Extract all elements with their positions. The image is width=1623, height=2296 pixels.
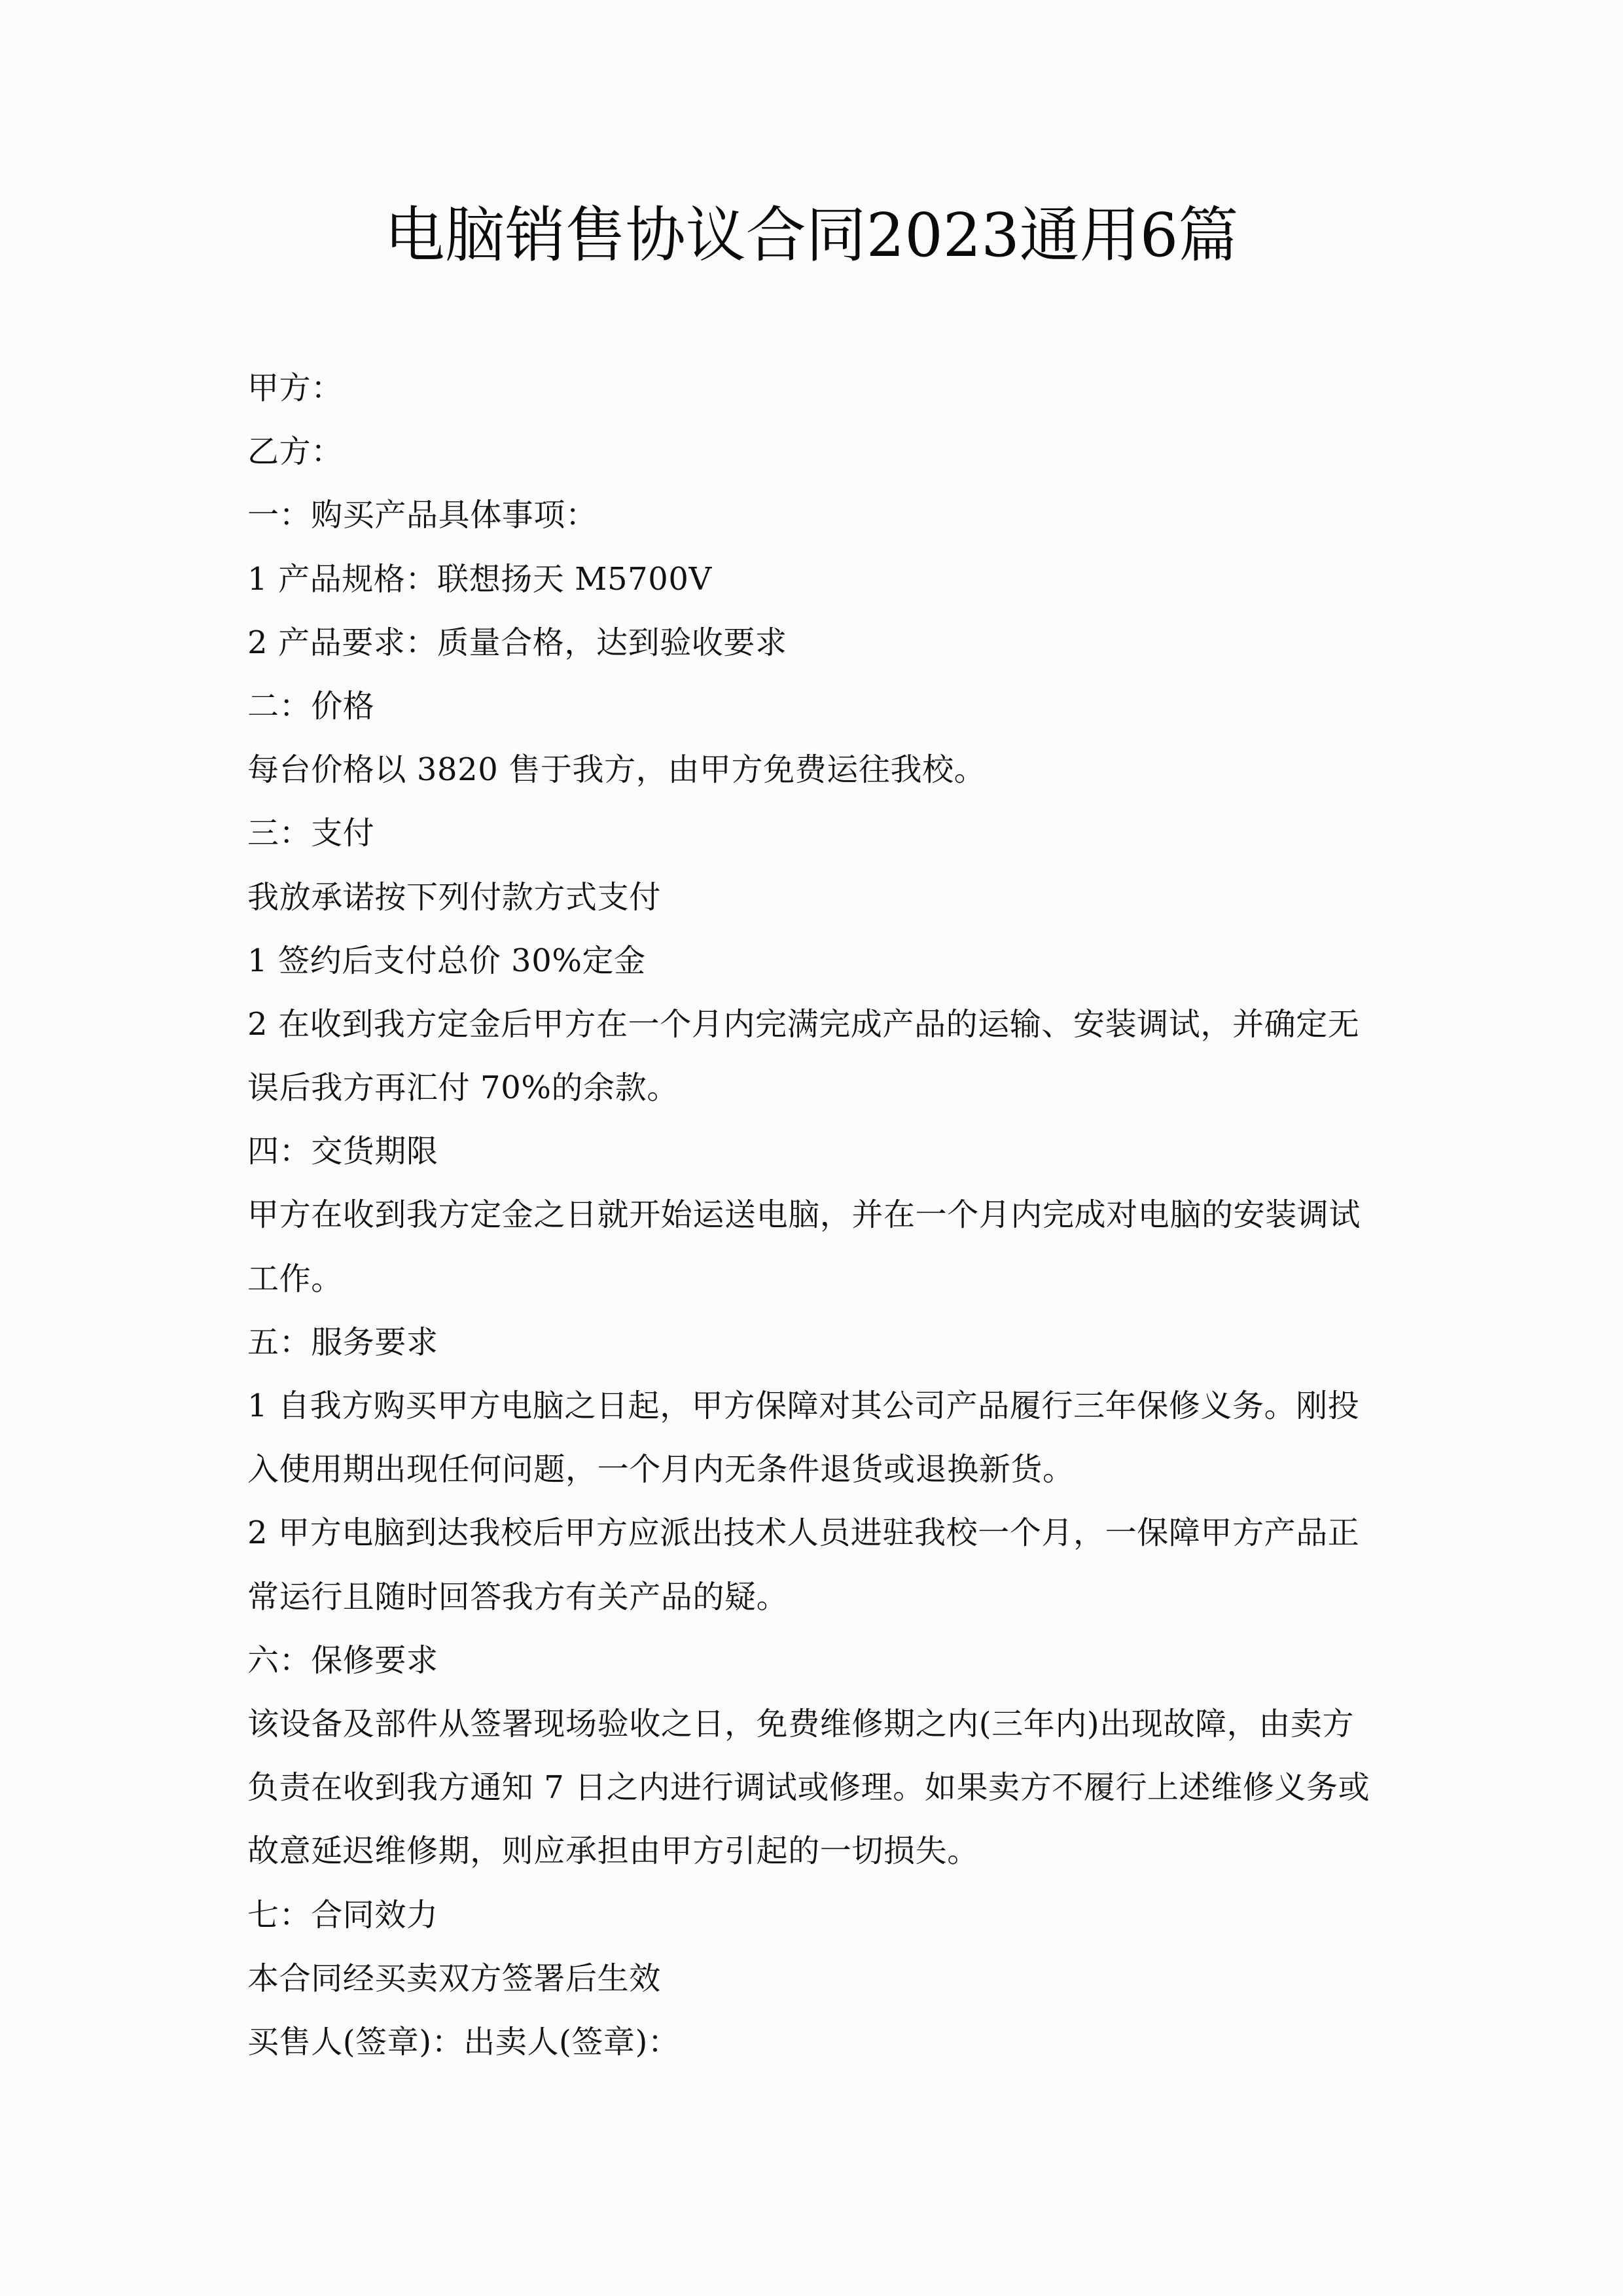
validity-paragraph: 本合同经买卖双方签署后生效 (247, 1960, 661, 1997)
party-a-label: 甲方： (247, 370, 343, 406)
section-heading-payment: 三：支付 (247, 815, 375, 852)
section-heading-validity: 七：合同效力 (247, 1896, 438, 1933)
warranty-paragraph-line-2: 负责在收到我方通知 7 日之内进行调试或修理。如果卖方不履行上述维修义务或 (247, 1769, 1370, 1806)
payment-item-balance-line-2: 误后我方再汇付 70%的余款。 (247, 1069, 679, 1107)
service-item-2-line-1: 2 甲方电脑到达我校后甲方应派出技术人员进驻我校一个月，一保障甲方产品正 (247, 1515, 1360, 1552)
section-heading-purchase-items: 一：购买产品具体事项： (247, 497, 597, 534)
section-heading-delivery: 四：交货期限 (247, 1133, 438, 1170)
section-heading-price: 二：价格 (247, 687, 375, 725)
payment-item-balance-line-1: 2 在收到我方定金后甲方在一个月内完满完成产品的运输、安装调试，并确定无 (247, 1005, 1360, 1043)
service-item-2-line-2: 常运行且随时回答我方有关产品的疑。 (247, 1578, 789, 1615)
document-title: 电脑销售协议合同2023通用6篇 (384, 200, 1239, 270)
service-item-1-line-1: 1 自我方购买甲方电脑之日起，甲方保障对其公司产品履行三年保修义务。刚投 (247, 1388, 1360, 1424)
warranty-paragraph-line-1: 该设备及部件从签署现场验收之日，免费维修期之内(三年内)出现故障，由卖方 (247, 1705, 1355, 1742)
party-b-label: 乙方： (247, 433, 343, 471)
signature-line: 买售人(签章)：出卖人(签章)： (247, 2023, 680, 2060)
delivery-paragraph-line-1: 甲方在收到我方定金之日就开始运送电脑，并在一个月内完成对电脑的安装调试 (247, 1196, 1361, 1234)
payment-item-deposit: 1 签约后支付总价 30%定金 (247, 942, 646, 979)
payment-intro: 我放承诺按下列付款方式支付 (247, 878, 661, 916)
product-spec-line: 1 产品规格：联想扬天 M5700V (247, 560, 712, 598)
section-heading-service: 五：服务要求 (247, 1323, 438, 1361)
product-requirement-line: 2 产品要求：质量合格，达到验收要求 (247, 624, 787, 661)
warranty-paragraph-line-3: 故意延迟维修期，则应承担由甲方引起的一切损失。 (247, 1833, 979, 1870)
service-item-1-line-2: 入使用期出现任何问题，一个月内无条件退货或退换新货。 (247, 1451, 1075, 1488)
delivery-paragraph-line-2: 工作。 (247, 1260, 343, 1297)
section-heading-warranty: 六：保修要求 (247, 1641, 438, 1679)
price-paragraph: 每台价格以 3820 售于我方，由甲方免费运往我校。 (247, 751, 986, 789)
document-body (247, 357, 1378, 2074)
